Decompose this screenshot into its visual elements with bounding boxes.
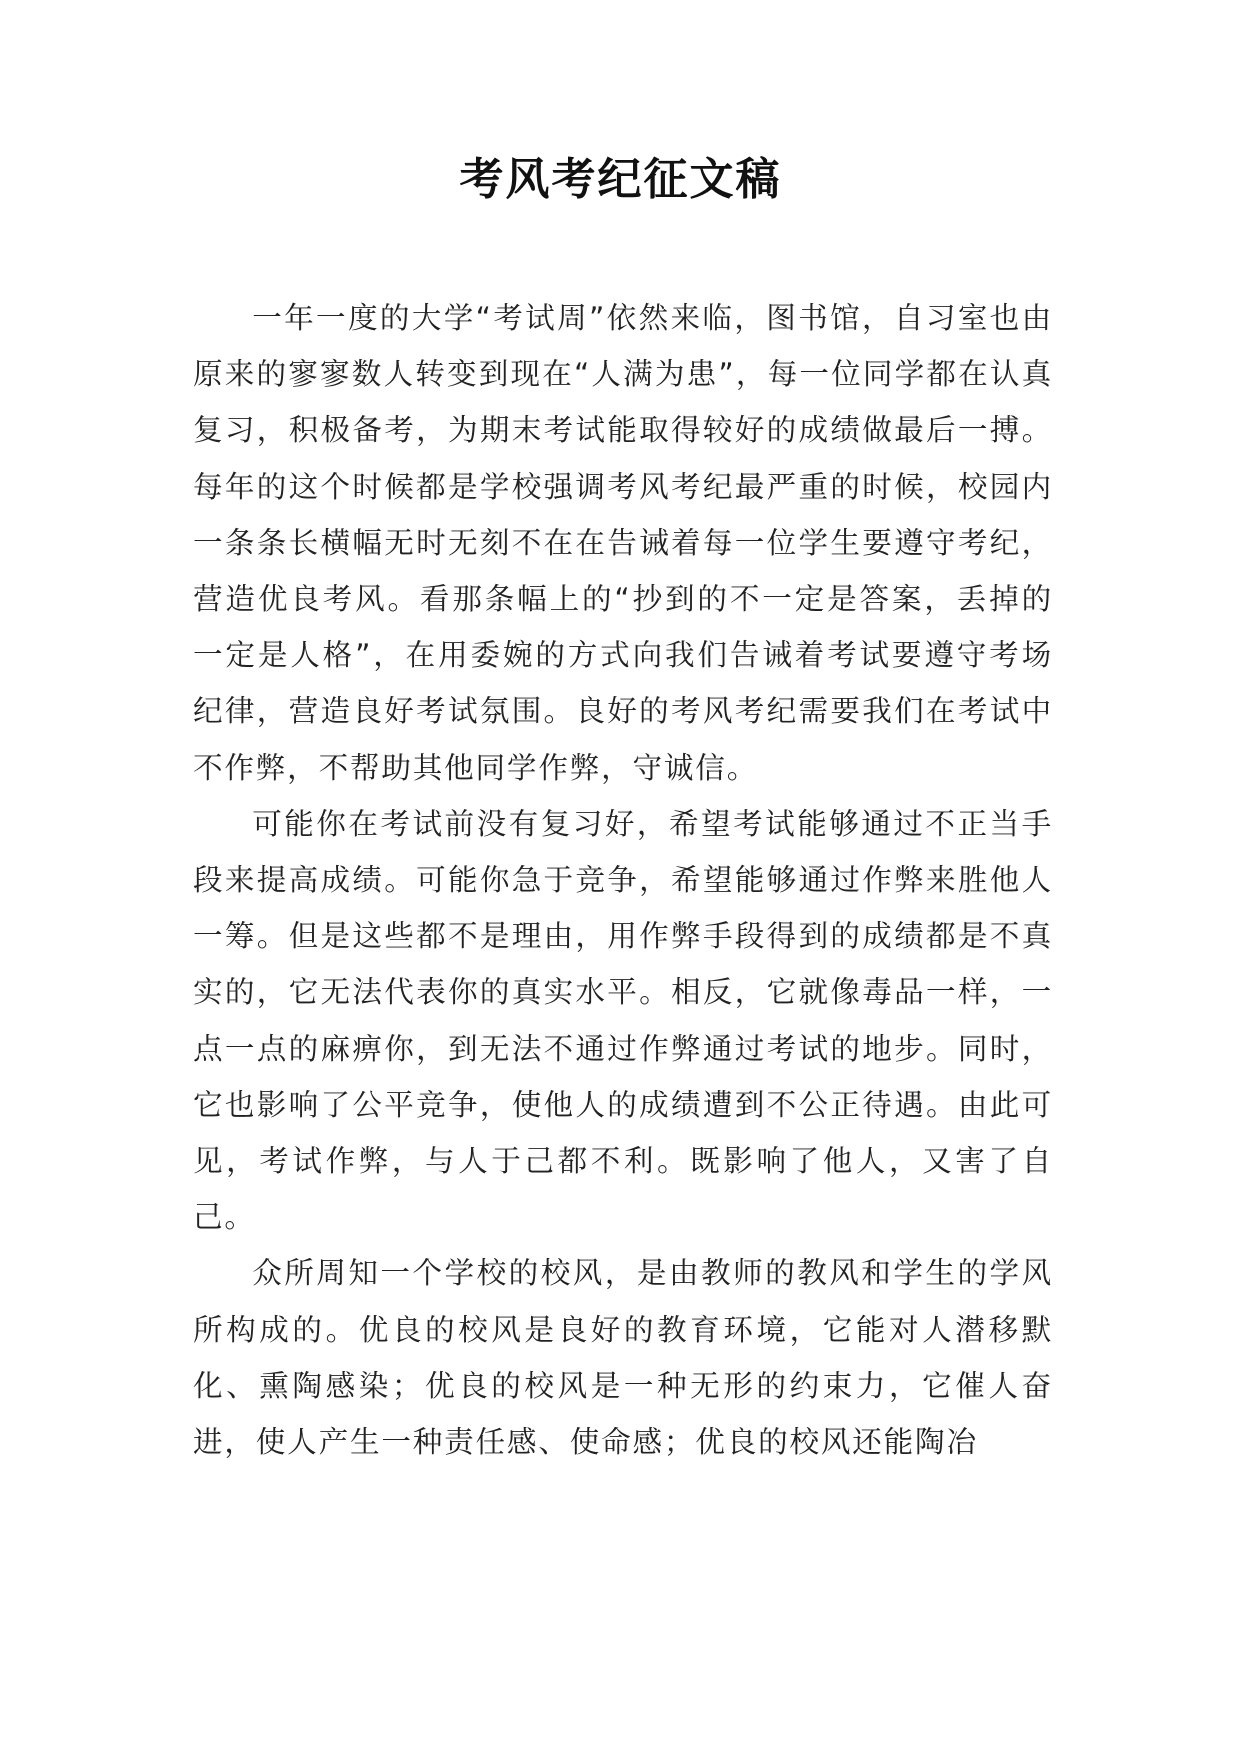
document-body	[193, 290, 1053, 1470]
paragraph-2: 可能你在考试前没有复习好，希望考试能够通过不正当手段来提高成绩。可能你急于竞争，希望能够通过作弊来胜他人一筹。但是这些都不是理由，用作弊手段得到的成绩都是不真实的，它无法代表你的真实水平。相反，它就像毒品一样，一点一点的麻痹你，到无法不通过作弊通过考试的地步。同时，它也影响了公平竞争，使他人的成绩遭到不公正待遇。由此可见，考试作弊，与人于己都不利。既影响了他人，又害了自己。	[193, 806, 1053, 1235]
paragraph-3: 众所周知一个学校的校风，是由教师的教风和学生的学风所构成的。优良的校风是良好的教育环境，它能对人潜移默化、熏陶感染；优良的校风是一种无形的约束力，它催人奋进，使人产生一种责任感、使命感；优良的校风还能陶冶	[193, 1256, 1053, 1460]
paragraph-1: 一年一度的大学“考试周”依然来临，图书馆，自习室也由原来的寥寥数人转变到现在“人满为患”，每一位同学都在认真复习，积极备考，为期末考试能取得较好的成绩做最后一搏。每年的这个时候都是学校强调考风考纪最严重的时候，校园内一条条长横幅无时无刻不在在告诫着每一位学生要遵守考纪，营造优良考风。看那条幅上的“抄到的不一定是答案，丢掉的一定是人格”，在用委婉的方式向我们告诫着考试要遵守考场纪律，营造良好考试氛围。良好的考风考纪需要我们在考试中不作弊，不帮助其他同学作弊，守诚信。	[193, 301, 1053, 785]
document-title: 考风考纪征文稿	[459, 154, 782, 205]
